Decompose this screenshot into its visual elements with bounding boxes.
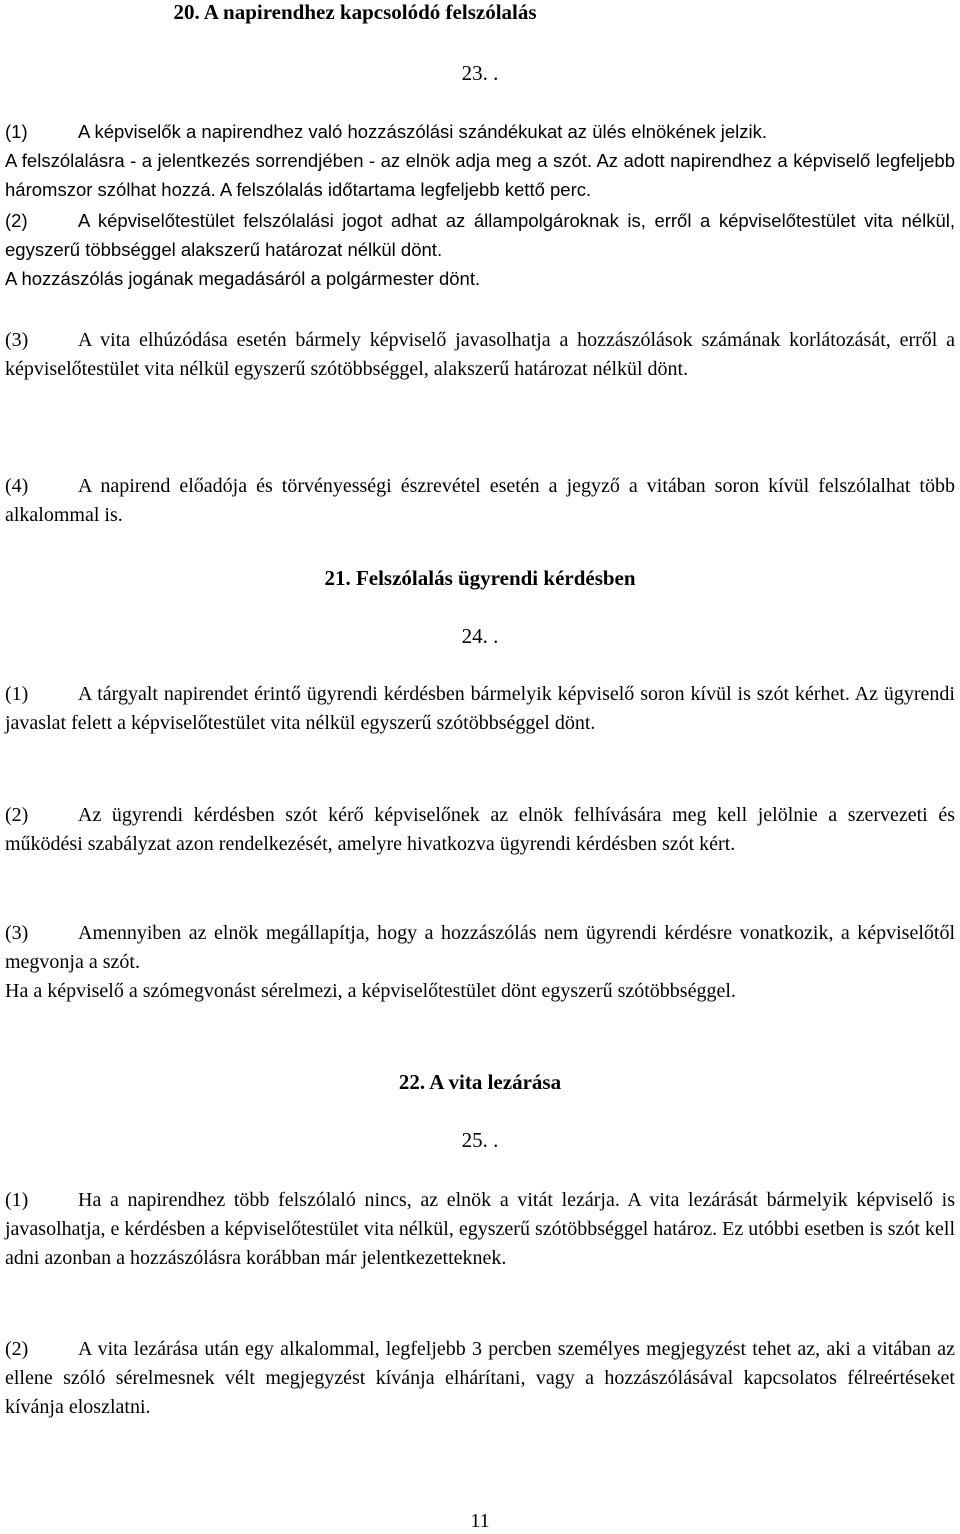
paragraph-text: A tárgyalt napirendet érintő ügyrendi kérdésben bármelyik képviselő soron kívül is szót kérhet. Az ügyrendi javaslat felett a képviselőtestület vita nélkül egyszerű szótöbbséggel dönt.: [5, 683, 955, 734]
paragraph-number: (1): [5, 683, 29, 705]
paragraph: [5, 472, 955, 530]
paragraph-text: A képviselőtestület felszólalási jogot adhat az állampolgároknak is, erről a képviselőtestület vita nélkül, egyszerű többséggel alakszerű határozat nélkül dönt.: [5, 210, 955, 260]
section-number: 25. .: [461, 1128, 499, 1152]
paragraph-text: A felszólalásra - a jelentkezés sorrendjében - az elnök adja meg a szót. Az adott napirendhez a képviselő legfeljebb háromszor szólhat hozzá. A felszólalás időtartama legfeljebb kettő perc.: [5, 150, 955, 200]
paragraph-text: Ha a képviselő a szómegvonást sérelmezi, a képviselőtestület dönt egyszerű szótöbbséggel.: [5, 980, 736, 1002]
paragraph-text: A vita lezárása után egy alkalommal, legfeljebb 3 percben személyes megjegyzést tehet az, aki a vitában az ellene szóló sérelmesnek vélt megjegyzést kívánja elhárítani, vagy a hozzászólásával kapcsolatos félreértéseket kívánja eloszlatni.: [5, 1338, 955, 1418]
paragraph-number: (2): [5, 210, 28, 231]
paragraph-number: (3): [5, 329, 29, 351]
paragraph-number: (2): [5, 804, 29, 826]
paragraph-number: (4): [5, 475, 29, 497]
paragraph-number: (3): [5, 922, 29, 944]
paragraph-number: (2): [5, 1338, 29, 1360]
paragraph: [5, 919, 955, 1006]
chapter-title: 22. A vita lezárása: [398, 1070, 562, 1094]
paragraph-number: (1): [5, 1189, 29, 1211]
paragraph: [5, 326, 955, 384]
chapter-title: 21. Felszólalás ügyrendi kérdésben: [324, 566, 636, 590]
page-number: 11: [470, 1510, 490, 1532]
paragraph-number: (1): [5, 121, 28, 142]
paragraph-text: Az ügyrendi kérdésben szót kérő képviselőnek az elnök felhívására meg kell jelölnie a szervezeti és működési szabályzat azon rendelkezését, amelyre hivatkozva ügyrendi kérdésben szót kért.: [5, 804, 955, 855]
paragraph: [5, 206, 955, 293]
paragraph-text: A napirend előadója és törvényességi észrevétel esetén a jegyző a vitában soron kívül felszólalhat több alkalommal is.: [5, 475, 955, 526]
paragraph-text: A képviselők a napirendhez való hozzászólási szándékukat az ülés elnökének jelzik.: [78, 121, 768, 142]
section-number: 23. .: [461, 61, 499, 85]
paragraph-text: Amennyiben az elnök megállapítja, hogy a hozzászólás nem ügyrendi kérdésre vonatkozik, a képviselőtől megvonja a szót.: [5, 922, 955, 973]
paragraph-text: A hozzászólás jogának megadásáról a polgármester dönt.: [5, 268, 481, 289]
section-number: 24. .: [461, 624, 499, 648]
paragraph-text: Ha a napirendhez több felszólaló nincs, az elnök a vitát lezárja. A vita lezárását bármelyik képviselő is javasolhatja, e kérdésben a képviselőtestület vita nélkül, egyszerű szótöbbséggel határoz. Ez utóbbi esetben is szót kell adni azonban a hozzászólásra korábban már jelentkezetteknek.: [5, 1189, 955, 1269]
paragraph: [5, 680, 955, 738]
paragraph: [5, 1186, 955, 1273]
paragraph-text: A vita elhúzódása esetén bármely képviselő javasolhatja a hozzászólások számának korlátozását, erről a képviselőtestület vita nélkül egyszerű szótöbbséggel, alakszerű határozat nélkül dönt.: [5, 329, 955, 380]
paragraph: [5, 1335, 955, 1422]
paragraph: [5, 117, 955, 204]
paragraph: [5, 801, 955, 859]
chapter-title: 20. A napirendhez kapcsolódó felszólalás: [173, 0, 537, 24]
